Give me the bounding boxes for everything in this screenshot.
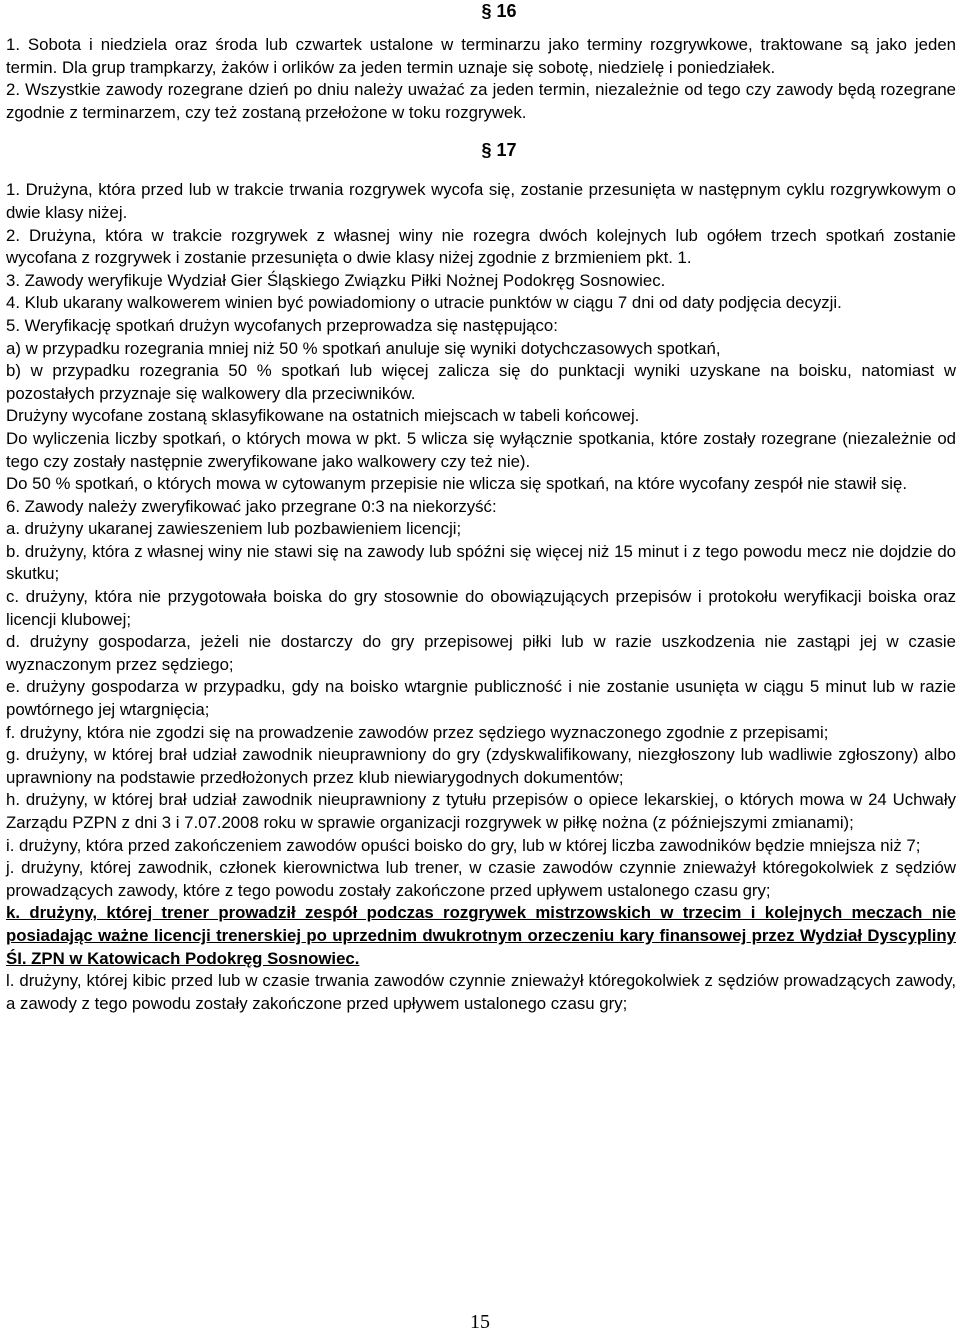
section-17-paragraph-2: 2. Drużyna, która w trakcie rozgrywek z własnej winy nie rozegra dwóch kolejnych lub ogółem trzech spotkań zostanie wycofana z rozgrywek i zostanie przesunięta o dwie klasy niżej zgodnie z brzmieniem pkt. 1. — [6, 225, 956, 268]
section-17-note-classification: Drużyny wycofane zostaną sklasyfikowane na ostatnich miejscach w tabeli końcowej. — [6, 406, 640, 426]
section-16-heading: § 16 — [481, 1, 517, 21]
section-17-item-6d: d. drużyny gospodarza, jeżeli nie dostarczy do gry przepisowej piłki lub w razie uszkodzenia nie zastąpi jej w czasie wyznaczonym przez sędziego; — [6, 632, 956, 674]
section-17-item-5a: a) w przypadku rozegrania mniej niż 50 % spotkań anuluje się wyniki dotychczasowych spotkań, — [6, 338, 721, 358]
section-17-item-6h: h. drużyny, w której brał udział zawodnik nieuprawniony z tytułu przepisów o opiece lekarskiej, o których mowa w 24 Uchwały Zarządu PZPN z dni 3 i 7.07.2008 roku w sprawie organizacji rozgrywek w piłkę nożna (z późniejszymi zmianami); — [6, 790, 956, 832]
section-17-item-6f: f. drużyny, która nie zgodzi się na prowadzenie zawodów przez sędziego wyznaczonego zgodnie z przepisami; — [6, 722, 829, 742]
section-17-item-6i: i. drużyny, która przed zakończeniem zawodów opuści boisko do gry, lub w której liczba zawodników będzie mniejsza niż 7; — [6, 835, 921, 855]
section-17-item-6c: c. drużyny, która nie przygotowała boiska do gry stosownie do obowiązujących przepisów i protokołu weryfikacji boiska oraz licencji klubowej; — [6, 587, 956, 629]
section-17-paragraph-1: 1. Drużyna, która przed lub w trakcie trwania rozgrywek wycofa się, zostanie przesunięta w następnym cyklu rozgrywkowym o dwie klasy niżej. — [6, 180, 956, 222]
page-number: 15 — [470, 1311, 490, 1333]
section-17-heading: § 17 — [481, 140, 517, 161]
section-17-paragraph-4: 4. Klub ukarany walkowerem winien być powiadomiony o utracie punktów w ciągu 7 dni od daty podjęcia decyzji. — [6, 293, 842, 313]
section-17-paragraph-6: 6. Zawody należy zweryfikować jako przegrane 0:3 na niekorzyść: — [6, 496, 497, 516]
section-17-item-6j: j. drużyny, której zawodnik, członek kierownictwa lub trener, w czasie zawodów czynnie znieważył któregokolwiek z sędziów prowadzących zawody, które z tego powodu zostały zakończone przed upływem ustalonego czasu gry; — [6, 858, 956, 900]
section-17-item-6g: g. drużyny, w której brał udział zawodnik nieuprawniony do gry (zdyskwalifikowany, niezgłoszony lub wadliwie zgłoszony) albo uprawniony na podstawie przedłożonych przez klub niewiarygodnych dokumentów; — [6, 745, 956, 787]
section-17-item-6k: k. drużyny, której trener prowadził zespół podczas rozgrywek mistrzowskich w trzecim i kolejnych meczach nie posiadając ważne licencji trenerskiej po uprzednim dwukrotnym orzeczeniu kary finansowej przez Wydział Dyscypliny ŚI. ZPN w Katowicach Podokręg Sosnowiec. — [6, 903, 956, 968]
section-17-item-5b: b) w przypadku rozegrania 50 % spotkań lub więcej zalicza się do punktacji wyniki uzyskane na boisku, natomiast w pozostałych przyznaje się walkowery dla przeciwników. — [6, 361, 956, 403]
section-17-note-counting: Do wyliczenia liczby spotkań, o których mowa w pkt. 5 wlicza się wyłącznie spotkania, które zostały rozegrane (niezależnie od tego czy zostały następnie zweryfikowane jako walkowery czy też nie). — [6, 428, 956, 471]
section-17-item-6e: e. drużyny gospodarza w przypadku, gdy na boisko wtargnie publiczność i nie zostanie usunięta w ciągu 5 minut lub w razie powtórnego jej wtargnięcia; — [6, 677, 956, 720]
section-17-item-6b: b. drużyny, która z własnej winy nie stawi się na zawody lub spóźni się więcej niż 15 minut i z tego powodu mecz nie dojdzie do skutku; — [6, 541, 956, 584]
section-17-note-fifty-percent: Do 50 % spotkań, o których mowa w cytowanym przepisie nie wlicza się spotkań, na które wycofany zespół nie stawił się. — [6, 474, 907, 494]
document-page — [6, 0, 956, 1015]
section-16-paragraph-2: 2. Wszystkie zawody rozegrane dzień po dniu należy uważać za jeden termin, niezależnie od tego czy zawody będą rozegrane zgodnie z terminarzem, czy też zostaną przełożone w toku rozgrywek. — [6, 80, 956, 122]
section-17-item-6a: a. drużyny ukaranej zawieszeniem lub pozbawieniem licencji; — [6, 519, 462, 539]
section-16-paragraph-1: 1. Sobota i niedziela oraz środa lub czwartek ustalone w terminarzu jako terminy rozgrywkowe, traktowane są jako jeden termin. Dla grup trampkarzy, żaków i orlików za jeden termin uznaje się sobotę, niedzielę i poniedziałek. — [6, 35, 956, 77]
section-17-paragraph-3: 3. Zawody weryfikuje Wydział Gier Śląskiego Związku Piłki Nożnej Podokręg Sosnowiec. — [6, 270, 666, 290]
section-17-paragraph-5: 5. Weryfikację spotkań drużyn wycofanych przeprowadza się następująco: — [6, 315, 558, 335]
section-17-item-6l: l. drużyny, której kibic przed lub w czasie trwania zawodów czynnie znieważył któregokolwiek z sędziów prowadzących zawody, a zawody z tego powodu zostały zakończone przed upływem ustalonego czasu gry; — [6, 971, 956, 1013]
